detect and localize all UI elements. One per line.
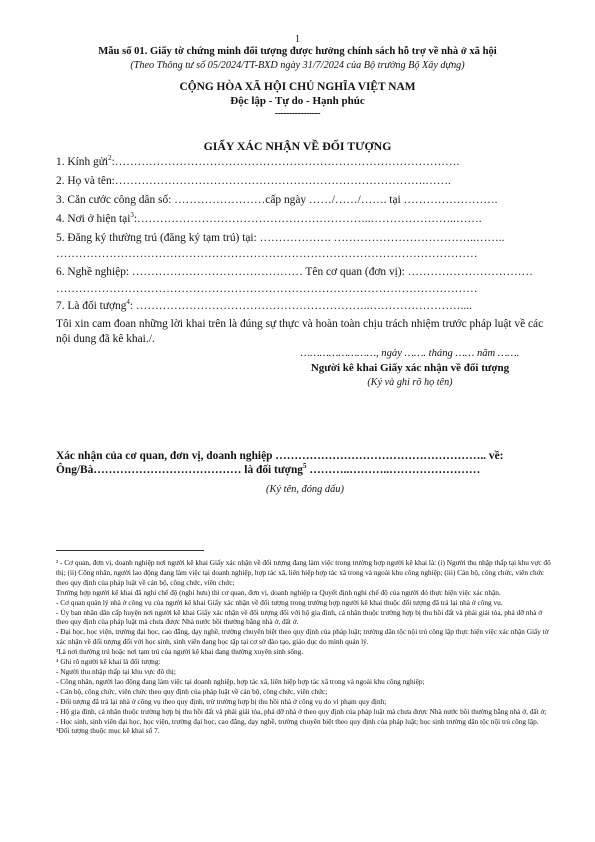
national-name: CỘNG HÒA XÃ HỘI CHỦ NGHĨA VIỆT NAM xyxy=(179,81,416,93)
field-residence-dots: :……………………………………………………..…………………..……. xyxy=(133,213,482,225)
form-subtitle: (Theo Thông tư số 05/2024/TT-BXD ngày 31/7/2024 của Bộ trưởng Bộ Xây dựng) xyxy=(130,60,465,71)
footnote-ref-5: 5 xyxy=(303,462,307,471)
footnote: - Cán bộ, công chức, viên chức theo quy định của pháp luật về cán bộ, công chức, viên chức; xyxy=(56,686,328,696)
sign-date: ……………………, ngày ……. tháng …… năm ……. xyxy=(300,348,520,359)
field-recipient xyxy=(56,156,459,168)
declaration-text: Tôi xin cam đoan những lời khai trên là đúng sự thực và hoàn toàn chịu trách nhiệm trước pháp luật về các nội dung đã kê khai./. xyxy=(56,318,544,345)
national-motto: Độc lập - Tự do - Hạnh phúc xyxy=(230,95,365,107)
form-title: Mẫu số 01. Giấy tờ chứng minh đối tượng được hưởng chính sách hỗ trợ về nhà ở xã hội xyxy=(98,46,497,57)
org-sign-note: (Ký tên, đóng dấu) xyxy=(266,484,344,495)
confirmation-dots: ………..………..…………………… xyxy=(306,464,481,476)
confirmation-line-1: Xác nhận của cơ quan, đơn vị, doanh nghiệp ……………………………………………….. về: xyxy=(56,450,504,462)
field-subject-dots: : ……………………………………………………..…………………….... xyxy=(129,300,472,312)
footnote: ⁴ Ghi rõ người kê khai là đối tượng: xyxy=(56,657,161,667)
footnote: - Người thu nhập thấp tại khu vực đô thị; xyxy=(56,666,176,676)
footnote: - Học sinh, sinh viên đại học, học viện, trường đại học, cao đẳng, dạy nghề, trường chuyên biệt theo quy định của pháp luật; học sinh trường dân tộc nội trú công lập. xyxy=(56,716,539,726)
footnote: - Đối tượng đã trả lại nhà ở công vụ theo quy định, trừ trường hợp bị thu hồi nhà ở công vụ do vi phạm quy định; xyxy=(56,696,387,706)
document-title: GIẤY XÁC NHẬN VỀ ĐỐI TƯỢNG xyxy=(203,139,392,153)
field-occupation: 6. Nghề nghiệp: ……………………………………… Tên cơ quan (đơn vị): …………………………… xyxy=(56,266,533,278)
footnote: - Ủy ban nhân dân cấp huyện nơi người kê khai Giấy xác nhận về đối tượng đối với hộ gia đình, cá nhân thuộc trường hợp bị thu hồi đất và phải giải tỏa, phá dỡ nhà ở theo quy định của pháp luật mà chưa được Nhà nước bồi thường bằng nhà ở, đất ở. xyxy=(56,607,543,627)
footnote-ref-3: 3 xyxy=(130,211,134,220)
confirmation-person: Ông/Bà………………………………… là đối tượng xyxy=(56,464,303,476)
footnotes xyxy=(56,558,556,736)
footnote: ² - Cơ quan, đơn vị, doanh nghiệp nơi người kê khai Giấy xác nhận về đối tượng đang làm việc trong trường hợp người kê khai là: (i) Người thu nhập thấp tại khu vực đô thị; (ii) Công nhân, người lao động đang làm việc tại doanh nghiệp, hợp tác xã, liên hiệp hợp tác xã trong và ngoài khu công nghiệp; (iii) Cán bộ, công chức, viên chức theo quy định của pháp luật về cán bộ, công chức, viên chức; xyxy=(56,558,551,587)
footnote: - Cơ quan quản lý nhà ở công vụ của người kê khai Giấy xác nhận về đối tượng trong trường hợp người kê khai thuộc đối tượng đã trả lại nhà ở công vụ. xyxy=(56,597,503,607)
footnote-separator xyxy=(56,550,204,551)
motto-underline: ---------------- xyxy=(274,108,321,119)
field-subject-type xyxy=(56,300,472,312)
field-subject-label: 7. Là đối tượng xyxy=(56,300,127,312)
footnote-ref-4: 4 xyxy=(126,298,130,307)
footnote: ³Là nơi thường trú hoặc nơi tạm trú của người kê khai đang thường xuyên sinh sống. xyxy=(56,647,304,657)
field-current-residence xyxy=(56,213,482,225)
field-citizen-id: 3. Căn cước công dân số: ……………………cấp ngày ……/……/……. tại ……………………. xyxy=(56,194,498,206)
field-registration-cont: ………………………………………………………………………………………………… xyxy=(56,248,478,260)
field-residence-label: 4. Nơi ở hiện tại xyxy=(56,213,131,225)
footnote: - Hộ gia đình, cá nhân thuộc trường hợp bị thu hồi đất và phải giải tỏa, phá dỡ nhà ở theo quy định của pháp luật mà chưa được Nhà nước bồi thường bằng nhà ở, đất ở; xyxy=(56,706,547,716)
field-registration: 5. Đăng ký thường trú (đăng ký tạm trú) tại: ………………. ………………………………..…….. xyxy=(56,232,505,244)
footnote: ⁵Đối tượng thuộc mục kê khai số 7. xyxy=(56,726,160,736)
footnote: - Công nhân, người lao động đang làm việc tại doanh nghiệp, hợp tác xã, liên hiệp hợp tác xã trong và ngoài khu công nghiệp; xyxy=(56,676,425,686)
field-occupation-cont: ………………………………………………………………………………………………… xyxy=(56,283,478,295)
footnote: - Đại học, học viện, trường đại học, cao đẳng, dạy nghề, trường chuyên biệt theo quy định của pháp luật; trường dân tộc nội trú công lập thực hiện việc xác nhận Giấy tờ xác nhận về đối tượng đối với học sinh, sinh viên đang học tập tại cơ sở đào tạo, giáo dục do mình quản lý. xyxy=(56,627,549,647)
signer-title: Người kê khai Giấy xác nhận về đối tượng xyxy=(310,362,510,374)
field-recipient-dots: :………………………………………………………………………………. xyxy=(111,156,460,168)
confirmation-line-2 xyxy=(56,464,554,476)
field-full-name: 2. Họ và tên:……………………………………………………………………….……. xyxy=(56,175,451,187)
field-recipient-label: 1. Kính gửi xyxy=(56,156,109,168)
footnote-ref-2: 2 xyxy=(108,154,112,163)
footnote: Trường hợp người kê khai đã nghỉ chế độ (nghỉ hưu) thì cơ quan, đơn vị, doanh nghiệp ra Quyết định nghỉ chế độ của người đó thực hiện việc xác nhận. xyxy=(56,587,501,597)
signer-note: (Ký và ghi rõ họ tên) xyxy=(367,377,453,388)
page-number: 1 xyxy=(295,34,300,45)
